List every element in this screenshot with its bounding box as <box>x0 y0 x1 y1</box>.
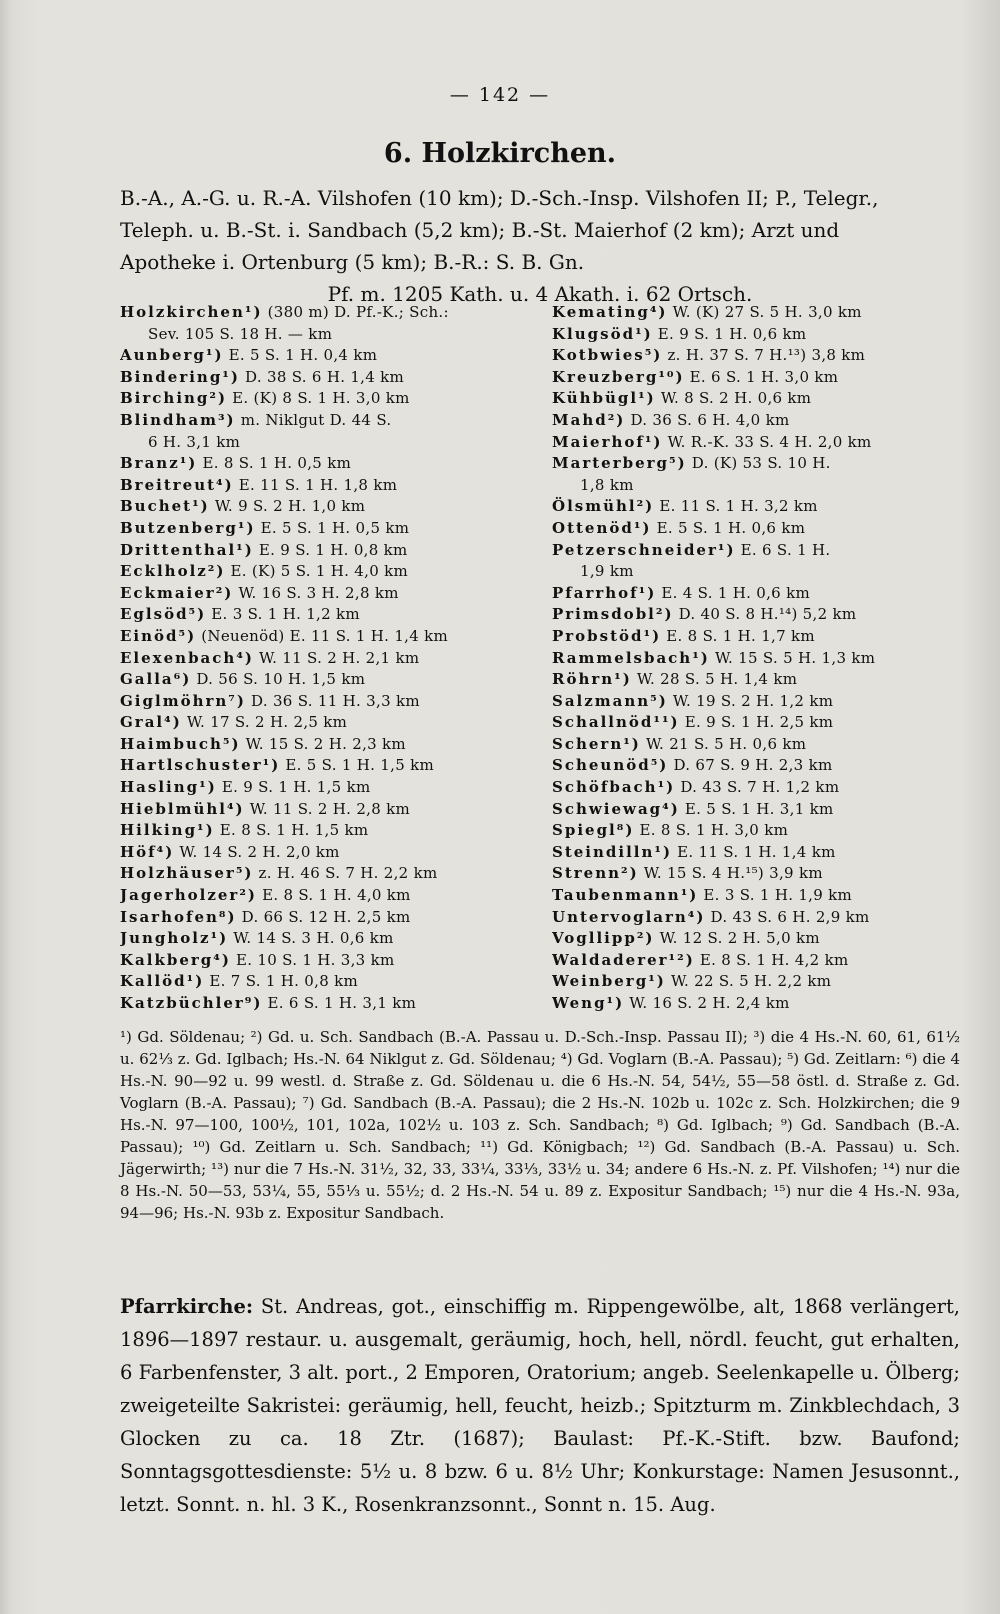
locality-details: E. 3 S. 1 H. 1,9 km <box>698 886 853 905</box>
locality-details: W. 16 S. 2 H. 2,4 km <box>624 994 790 1012</box>
locality-entry <box>120 475 528 497</box>
locality-name: Kotbwies⁵) <box>552 346 663 365</box>
locality-name: Kühbügl¹) <box>552 389 656 408</box>
locality-entry <box>552 755 960 777</box>
locality-columns <box>120 302 960 1022</box>
header-line: Pf. m. 1205 Kath. u. 4 Akath. i. 62 Ortsch. <box>327 282 753 306</box>
locality-entry <box>120 755 528 777</box>
locality-entry <box>552 734 960 756</box>
locality-entry <box>120 496 528 518</box>
locality-details: E. 11 S. 1 H. 1,8 km <box>233 475 398 494</box>
locality-name: Marterberg⁵) <box>552 454 687 473</box>
locality-entry <box>120 453 528 475</box>
locality-name: Salzmann⁵) <box>552 691 668 710</box>
locality-name: Kalkberg⁴) <box>120 950 231 969</box>
locality-entry <box>120 907 528 929</box>
locality-details: E. 5 S. 1 H. 0,6 km <box>651 518 806 537</box>
locality-entry <box>120 691 528 713</box>
locality-entry <box>120 432 528 454</box>
locality-details: E. 9 S. 1 H. 1,5 km <box>216 778 371 797</box>
locality-details: D. 40 S. 8 H.¹⁴) 5,2 km <box>673 605 857 624</box>
locality-details: W. R.-K. 33 S. 4 H. 2,0 km <box>662 432 872 451</box>
locality-entry <box>120 367 528 389</box>
locality-entry <box>120 799 528 821</box>
locality-details: D. 38 S. 6 H. 1,4 km <box>239 367 405 386</box>
parish-header <box>120 182 960 310</box>
locality-entry <box>552 950 960 972</box>
pfarrkirche-text: St. Andreas, got., einschiffig m. Rippengewölbe, alt, 1868 verlängert, 1896—1897 restaur. u. ausgemalt, geräumig, hoch, hell, nördl. feucht, gut erhalten, 6 Farbenfenster, 3 alt. port., 2 Emporen, Oratorium; angeb. Seelenkapelle u. Ölberg; zweigeteilte Sakristei: geräumig, hell, feucht, heizb.; Spitzturm m. Zinkblechdach, 3 Glocken zu ca. 18 Ztr. (1687); Baulast: Pf.-K.-Stift. bzw. Baufond; Sonntagsgottesdienste: 5½ u. 8 bzw. 6 u. 8½ Uhr; Konkurstage: Namen Jesusonnt., letzt. Sonnt. n. hl. 3 K., Rosenkranzsonnt., Sonnt n. 15. Aug. <box>120 1295 960 1516</box>
locality-name: Haimbuch⁵) <box>120 734 241 753</box>
locality-details: 6 H. 3,1 km <box>148 432 241 451</box>
locality-details: D. 36 S. 11 H. 3,3 km <box>245 691 420 710</box>
locality-entry <box>120 302 528 324</box>
locality-entry <box>120 626 528 648</box>
locality-name: Jagerholzer²) <box>120 886 257 905</box>
locality-details: E. 6 S. 1 H. <box>735 540 831 559</box>
locality-name: Petzerschneider¹) <box>552 540 736 559</box>
locality-name: Drittenthal¹) <box>120 540 254 559</box>
locality-name: Eglsöd⁵) <box>120 605 207 624</box>
locality-details: D. 43 S. 6 H. 2,9 km <box>705 907 870 926</box>
locality-entry <box>552 777 960 799</box>
locality-name: Probstöd¹) <box>552 626 662 645</box>
locality-entry <box>120 777 528 799</box>
locality-entry <box>120 950 528 972</box>
locality-entry <box>552 388 960 410</box>
locality-details: W. 12 S. 2 H. 5,0 km <box>654 929 820 948</box>
locality-entry <box>552 475 960 497</box>
locality-entry <box>120 345 528 367</box>
locality-entry <box>552 993 960 1015</box>
locality-details: D. 56 S. 10 H. 1,5 km <box>191 670 366 689</box>
locality-details: E. 5 S. 1 H. 3,1 km <box>679 799 834 818</box>
locality-details: (380 m) D. Pf.-K.; Sch.: <box>262 303 449 321</box>
locality-details: W. 14 S. 2 H. 2,0 km <box>174 842 340 861</box>
locality-name: Ecklholz²) <box>120 562 226 581</box>
locality-name: Steindilln¹) <box>552 842 673 861</box>
locality-entry <box>120 648 528 670</box>
locality-name: Hieblmühl⁴) <box>120 799 245 818</box>
section-title: 6. Holzkirchen. <box>383 138 617 169</box>
locality-name: Aunberg¹) <box>120 346 224 365</box>
locality-name: Weinberg¹) <box>552 972 666 991</box>
locality-details: D. 67 S. 9 H. 2,3 km <box>668 756 833 775</box>
pfarrkirche-paragraph <box>120 1290 960 1521</box>
locality-details: E. 5 S. 1 H. 0,5 km <box>255 518 410 537</box>
locality-name: Breitreut⁴) <box>120 475 234 494</box>
locality-details: z. H. 37 S. 7 H.¹³) 3,8 km <box>662 346 866 365</box>
locality-entry <box>552 345 960 367</box>
locality-entry <box>552 324 960 346</box>
locality-name: Scheunöd⁵) <box>552 756 669 775</box>
locality-entry <box>552 669 960 691</box>
locality-name: Blindham³) <box>120 410 236 429</box>
locality-entry <box>120 324 528 346</box>
locality-name: Schallnöd¹¹) <box>552 713 680 732</box>
pfarrkirche-section <box>120 1290 960 1521</box>
locality-name: Rammelsbach¹) <box>552 648 710 667</box>
locality-details: Sev. 105 S. 18 H. — km <box>148 324 333 343</box>
locality-name: Hasling¹) <box>120 778 217 797</box>
locality-name: Taubenmann¹) <box>552 886 699 905</box>
locality-name: Untervoglarn⁴) <box>552 907 706 926</box>
locality-details: W. 21 S. 5 H. 0,6 km <box>640 734 807 753</box>
locality-details: E. 9 S. 1 H. 0,8 km <box>253 540 408 559</box>
locality-name: Gral⁴) <box>120 713 182 732</box>
locality-details: W. 16 S. 3 H. 2,8 km <box>233 583 399 602</box>
locality-entry <box>552 432 960 454</box>
locality-name: Primsdobl²) <box>552 605 674 624</box>
locality-details: E. 6 S. 1 H. 3,1 km <box>262 994 417 1012</box>
locality-entry <box>120 583 528 605</box>
locality-entry <box>552 518 960 540</box>
locality-entry <box>120 885 528 907</box>
locality-details: E. 11 S. 1 H. 1,4 km <box>672 842 836 861</box>
locality-name: Elexenbach⁴) <box>120 648 254 667</box>
locality-details: E. 3 S. 1 H. 1,2 km <box>206 605 360 624</box>
locality-entry <box>552 928 960 950</box>
locality-details: D. 66 S. 12 H. 2,5 km <box>236 907 411 926</box>
locality-name: Höf⁴) <box>120 842 175 861</box>
locality-name: Weng¹) <box>552 994 625 1012</box>
locality-entry <box>552 863 960 885</box>
locality-name: Einöd⁵) <box>120 626 197 645</box>
locality-details: W. 22 S. 5 H. 2,2 km <box>665 972 832 991</box>
locality-entry <box>120 388 528 410</box>
footnote-text: ¹) Gd. Söldenau; ²) Gd. u. Sch. Sandbach (B.-A. Passau u. D.-Sch.-Insp. Passau II); ³) die 4 Hs.-N. 60, 61, 61½ u. 62⅓ z. Gd. Iglbach; Hs.-N. 64 Niklgut z. Gd. Söldenau; ⁴) Gd. Voglarn (B.-A. Passau); ⁵) Gd. Zeitlarn: ⁶) die 4 Hs.-N. 90—92 u. 99 westl. d. Straße z. Gd. Söldenau u. die 6 Hs.-N. 54, 54½, 55—58 östl. d. Straße z. Gd. Voglarn (B.-A. Passau); ⁷) Gd. Sandbach (B.-A. Passau); die 2 Hs.-N. 102b u. 102c z. Sch. Holzkirchen; die 9 Hs.-N. 97—100, 100½, 101, 102a, 102½ u. 103 z. Sch. Sandbach; ⁸) Gd. Iglbach; ⁹) Gd. Sandbach (B.-A. Passau); ¹⁰) Gd. Zeitlarn u. Sch. Sandbach; ¹¹) Gd. Königbach; ¹²) Gd. Sandbach (B.-A. Passau) u. Sch. Jägerwirth; ¹³) nur die 7 Hs.-N. 31½, 32, 33, 33¼, 33⅓, 33½ u. 34; andere 6 Hs.-N. z. Pf. Vilshofen; ¹⁴) nur die 8 Hs.-N. 50—53, 53¼, 55, 55⅓ u. 55½; d. 2 Hs.-N. 54 u. 89 z. Expositur Sandbach; ¹⁵) nur die 4 Hs.-N. 93a, 94—96; Hs.-N. 93b z. Expositur Sandbach. <box>120 1028 960 1222</box>
locality-name: Vogllipp²) <box>552 929 655 948</box>
locality-details: W. 19 S. 2 H. 1,2 km <box>667 691 834 710</box>
header-line: B.-A., A.-G. u. R.-A. Vilshofen (10 km); D.-Sch.-Insp. Vilshofen II; P., Telegr., <box>120 186 879 210</box>
locality-entry <box>120 518 528 540</box>
locality-name: Birching²) <box>120 389 228 408</box>
locality-name: Ölsmühl²) <box>552 497 655 516</box>
locality-details: m. Niklgut D. 44 S. <box>235 410 392 429</box>
locality-name: Isarhofen⁸) <box>120 907 237 926</box>
locality-details: W. 28 S. 5 H. 1,4 km <box>631 670 798 689</box>
locality-details: E. 9 S. 1 H. 2,5 km <box>679 713 834 732</box>
locality-details: E. 7 S. 1 H. 0,8 km <box>204 972 359 991</box>
locality-entry <box>552 626 960 648</box>
locality-entry <box>552 496 960 518</box>
locality-name: Holzkirchen¹) <box>120 303 263 321</box>
locality-name: Branz¹) <box>120 454 198 473</box>
locality-entry <box>120 561 528 583</box>
locality-entry <box>120 842 528 864</box>
right-column <box>552 302 960 1022</box>
locality-details: D. (K) 53 S. 10 H. <box>686 454 831 473</box>
locality-details: z. H. 46 S. 7 H. 2,2 km <box>253 864 438 883</box>
locality-name: Katzbüchler⁹) <box>120 994 263 1012</box>
locality-entry <box>552 648 960 670</box>
locality-details: W. 15 S. 5 H. 1,3 km <box>709 648 876 667</box>
locality-entry <box>552 367 960 389</box>
locality-entry <box>552 820 960 842</box>
locality-details: E. 4 S. 1 H. 0,6 km <box>656 583 811 602</box>
locality-entry <box>120 820 528 842</box>
footnotes <box>120 1026 960 1224</box>
locality-details: E. 6 S. 1 H. 3,0 km <box>684 367 839 386</box>
locality-entry <box>120 971 528 993</box>
locality-entry <box>120 669 528 691</box>
locality-name: Kemating⁴) <box>552 303 668 321</box>
locality-entry <box>120 734 528 756</box>
locality-details: E. 8 S. 1 H. 1,7 km <box>661 626 815 645</box>
locality-entry <box>552 302 960 324</box>
locality-entry <box>552 453 960 475</box>
locality-name: Mahd²) <box>552 410 626 429</box>
locality-name: Giglmöhrn⁷) <box>120 691 246 710</box>
locality-name: Spiegl⁸) <box>552 821 635 840</box>
locality-details: D. 43 S. 7 H. 1,2 km <box>675 778 840 797</box>
locality-entry <box>552 971 960 993</box>
locality-name: Schwiewag⁴) <box>552 799 680 818</box>
locality-details: W. 15 S. 2 H. 2,3 km <box>240 734 406 753</box>
locality-name: Kreuzberg¹⁰) <box>552 367 685 386</box>
locality-details: W. 9 S. 2 H. 1,0 km <box>209 497 366 516</box>
locality-name: Klugsöd¹) <box>552 324 653 343</box>
locality-entry <box>552 799 960 821</box>
locality-details: W. 11 S. 2 H. 2,8 km <box>244 799 411 818</box>
locality-entry <box>120 540 528 562</box>
locality-entry <box>120 928 528 950</box>
locality-name: Hilking¹) <box>120 821 215 840</box>
pfarrkirche-lead: Pfarrkirche: <box>120 1295 254 1318</box>
locality-details: W. (K) 27 S. 5 H. 3,0 km <box>667 303 862 321</box>
locality-entry <box>552 907 960 929</box>
header-line: Teleph. u. B.-St. i. Sandbach (5,2 km); B.-St. Maierhof (2 km); Arzt und <box>120 218 840 242</box>
locality-details: E. 8 S. 1 H. 1,5 km <box>214 821 369 840</box>
locality-name: Galla⁶) <box>120 670 192 689</box>
locality-details: E. 8 S. 1 H. 4,2 km <box>694 950 849 969</box>
locality-name: Strenn²) <box>552 864 639 883</box>
locality-entry <box>120 712 528 734</box>
locality-details: W. 14 S. 3 H. 0,6 km <box>228 929 394 948</box>
locality-name: Eckmaier²) <box>120 583 234 602</box>
locality-name: Holzhäuser⁵) <box>120 864 254 883</box>
locality-details: E. 11 S. 1 H. 3,2 km <box>654 497 818 516</box>
locality-details: E. (K) 5 S. 1 H. 4,0 km <box>225 562 409 581</box>
locality-entry <box>120 863 528 885</box>
locality-details: E. 8 S. 1 H. 4,0 km <box>257 886 411 905</box>
locality-name: Butzenberg¹) <box>120 518 256 537</box>
locality-name: Schöfbach¹) <box>552 778 676 797</box>
locality-details: 1,9 km <box>580 562 634 581</box>
locality-details: E. 8 S. 1 H. 0,5 km <box>197 454 352 473</box>
locality-details: 1,8 km <box>580 475 634 494</box>
locality-details: W. 15 S. 4 H.¹⁵) 3,9 km <box>638 864 823 883</box>
locality-entry <box>552 712 960 734</box>
locality-name: Maierhof¹) <box>552 432 663 451</box>
locality-entry <box>120 993 528 1015</box>
locality-details: W. 8 S. 2 H. 0,6 km <box>655 389 812 408</box>
locality-entry <box>552 540 960 562</box>
locality-name: Pfarrhof¹) <box>552 583 657 602</box>
locality-name: Hartlschuster¹) <box>120 756 281 775</box>
locality-name: Ottenöd¹) <box>552 518 652 537</box>
locality-entry <box>552 410 960 432</box>
locality-entry <box>552 604 960 626</box>
locality-details: E. (K) 8 S. 1 H. 3,0 km <box>227 389 410 408</box>
locality-entry <box>552 561 960 583</box>
locality-details: E. 5 S. 1 H. 1,5 km <box>280 756 435 775</box>
page-number: — 142 — <box>449 84 551 106</box>
locality-details: W. 11 S. 2 H. 2,1 km <box>253 648 420 667</box>
locality-details: D. 36 S. 6 H. 4,0 km <box>625 410 790 429</box>
header-line: Apotheke i. Ortenburg (5 km); B.-R.: S. B. Gn. <box>120 250 585 274</box>
locality-name: Buchet¹) <box>120 497 210 516</box>
locality-details: (Neuenöd) E. 11 S. 1 H. 1,4 km <box>196 626 449 645</box>
locality-name: Jungholz¹) <box>120 929 229 948</box>
locality-name: Röhrn¹) <box>552 670 632 689</box>
locality-name: Kallöd¹) <box>120 972 205 991</box>
locality-name: Schern¹) <box>552 734 641 753</box>
locality-name: Bindering¹) <box>120 367 240 386</box>
locality-details: E. 5 S. 1 H. 0,4 km <box>223 346 378 365</box>
locality-entry <box>552 842 960 864</box>
locality-name: Waldaderer¹²) <box>552 950 695 969</box>
locality-entry <box>552 583 960 605</box>
locality-details: E. 8 S. 1 H. 3,0 km <box>634 821 789 840</box>
locality-details: E. 9 S. 1 H. 0,6 km <box>652 324 807 343</box>
locality-entry <box>120 410 528 432</box>
locality-entry <box>120 604 528 626</box>
locality-entry <box>552 691 960 713</box>
left-column <box>120 302 528 1022</box>
locality-details: W. 17 S. 2 H. 2,5 km <box>181 713 348 732</box>
locality-entry <box>552 885 960 907</box>
locality-details: E. 10 S. 1 H. 3,3 km <box>230 950 395 969</box>
